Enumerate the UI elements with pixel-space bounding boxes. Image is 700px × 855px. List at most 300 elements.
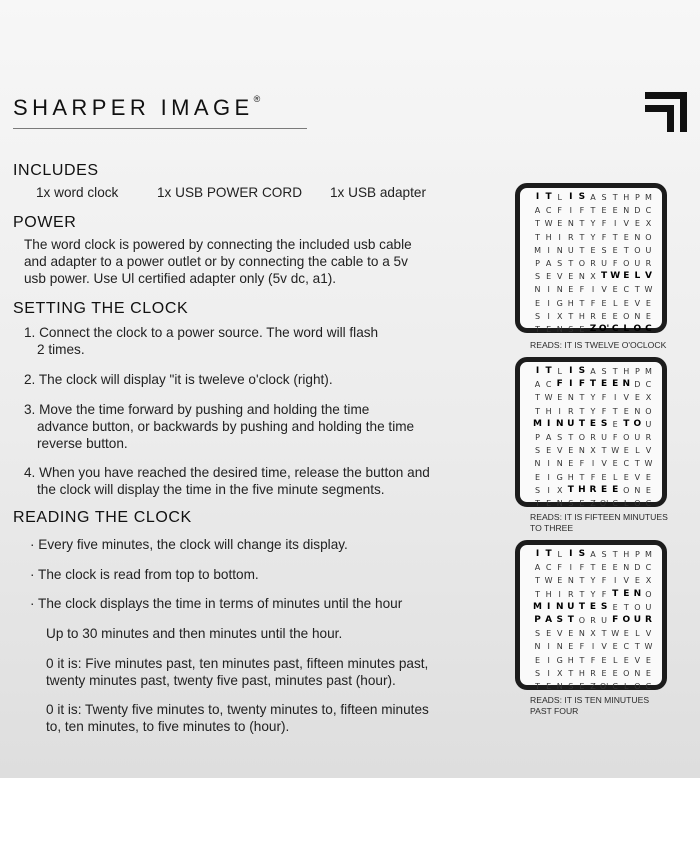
clock-letter: E <box>601 206 607 216</box>
clock-letter: E <box>645 655 651 665</box>
clock-letter: W <box>644 642 653 652</box>
clock-letter: T <box>601 446 607 456</box>
clock-letter: I <box>558 406 561 416</box>
clock-letter: P <box>534 615 541 626</box>
clock-letter: F <box>601 589 607 599</box>
clock-letter: C <box>612 682 618 692</box>
clock-letter: I <box>569 549 573 559</box>
clock-letter: E <box>645 472 651 482</box>
clock-letter: L <box>557 367 562 376</box>
clock-letter: N <box>623 563 630 573</box>
clock-letter: I <box>547 285 550 295</box>
setting-step-1-cont: 2 times. <box>37 342 85 357</box>
clock-letter: F <box>557 563 563 573</box>
clock-letter: T <box>579 245 585 255</box>
clock-letter: O <box>634 499 641 509</box>
clock-letter: A <box>545 615 553 626</box>
clock-letter: E <box>623 298 629 308</box>
reading-bullet: · Every five minutes, the clock will change its display. <box>30 537 348 552</box>
clock-letter: T <box>612 367 618 376</box>
clock-letter: O <box>623 668 630 678</box>
clock-letter: E <box>546 629 552 639</box>
clock-letter: T <box>567 484 574 495</box>
clock-letter: C <box>645 206 652 216</box>
clock-letter: E <box>623 446 629 456</box>
clock-letter: M <box>644 550 652 559</box>
clock-letter: E <box>645 668 651 678</box>
clock-letter: N <box>556 499 563 509</box>
clock-letter: T <box>612 193 618 202</box>
clock-letter: F <box>590 298 596 308</box>
clock-letter: C <box>545 206 552 216</box>
clock-letter: L <box>623 324 630 335</box>
clock-letter: H <box>567 298 574 308</box>
clock-letter: T <box>601 271 608 282</box>
clock-letter: E <box>645 298 651 308</box>
clock-letter: E <box>546 272 552 282</box>
clock-letter: I <box>535 192 540 202</box>
clock-letter: T <box>623 602 629 612</box>
clock-letter: E <box>568 642 574 652</box>
clock-letter: T <box>535 325 540 335</box>
clock-letter: I <box>591 642 595 652</box>
clock-letter: L <box>612 472 618 482</box>
clock-letter: L <box>624 682 629 692</box>
clock-letter: R <box>645 433 652 443</box>
clock-letter: E <box>590 245 596 255</box>
clock-letter: N <box>556 325 563 335</box>
clock-letter: N <box>578 446 585 456</box>
clock-letter: E <box>557 219 563 229</box>
clock-letter: L <box>634 271 641 282</box>
clock-letter: C <box>612 499 618 509</box>
letter-grid <box>532 548 654 693</box>
clock-letter: T <box>535 232 540 242</box>
clock-letter: L <box>624 499 629 509</box>
clock-letter: T <box>535 576 540 586</box>
clock-letter: T <box>579 219 585 229</box>
clock-letter: T <box>545 549 552 559</box>
clock-letter: E <box>623 588 630 599</box>
clock-letter: P <box>535 259 540 269</box>
clock-letter: N <box>534 642 541 652</box>
reading-text-line: to, ten minutes, to five minutes to (hour). <box>46 719 290 734</box>
brand-logo: SHARPER IMAGE® <box>13 94 261 120</box>
clock-letter: R <box>568 406 574 416</box>
clock-letter: S <box>557 433 563 443</box>
clock-letter: E <box>612 459 618 469</box>
clock-letter: T <box>634 459 640 469</box>
clock-letter: E <box>579 499 585 509</box>
clock-caption <box>530 340 690 351</box>
brand-divider <box>13 128 307 129</box>
setting-step-4-cont: the clock will display the time in the five minute segments. <box>37 482 385 497</box>
clock-letter: E <box>546 446 552 456</box>
letter-grid <box>532 191 654 336</box>
clock-letter: R <box>590 433 596 443</box>
clock-letter: V <box>645 446 652 456</box>
includes-heading: INCLUDES <box>13 162 99 179</box>
clock-letter: T <box>601 629 607 639</box>
clock-letter: F <box>578 379 585 390</box>
letter-grid <box>532 365 654 510</box>
clock-letter: O <box>578 433 586 443</box>
clock-letter: X <box>645 393 652 403</box>
clock-letter: F <box>601 219 607 229</box>
clock-letter: F <box>601 232 607 242</box>
clock-letter: T <box>612 406 618 416</box>
clock-letter: N <box>556 642 563 652</box>
setting-step-3: 3. Move the time forward by pushing and holding the time <box>24 402 370 417</box>
clock-letter: T <box>567 615 574 626</box>
clock-letter: U <box>567 245 574 255</box>
clock-letter: E <box>568 272 574 282</box>
clock-letter: V <box>634 298 641 308</box>
clock-letter: P <box>634 193 640 202</box>
clock-letter: T <box>535 393 540 403</box>
clock-letter: E <box>634 576 640 586</box>
clock-letter: F <box>612 615 619 626</box>
clock-letter: C <box>645 499 652 509</box>
clock-letter: H <box>578 311 585 321</box>
clock-letter: F <box>612 259 618 269</box>
clock-letter: W <box>611 629 620 639</box>
clock-letter: V <box>634 655 641 665</box>
clock-letter: X <box>590 446 596 456</box>
clock-letter: U <box>633 615 642 626</box>
clock-letter: S <box>568 325 574 335</box>
clock-letter: N <box>634 406 641 416</box>
clock-letter: G <box>556 472 563 482</box>
clock-letter: U <box>645 245 652 255</box>
clock-letter: T <box>623 245 629 255</box>
reading-text-line: 0 it is: Five minutes past, ten minutes past, fifteen minutes past, <box>46 656 429 671</box>
clock-letter: W <box>611 446 620 456</box>
clock-letter: O <box>623 311 630 321</box>
clock-letter: E <box>645 311 651 321</box>
clock-letter: O <box>634 682 641 692</box>
clock-letter: T <box>568 433 574 443</box>
caption-line: PAST FOUR <box>530 706 579 716</box>
clock-letter: V <box>601 642 607 652</box>
clock-letter: U <box>601 433 607 443</box>
clock-letter: C <box>645 682 652 692</box>
clock-letter: I <box>613 393 617 403</box>
clock-letter: E <box>601 311 607 321</box>
clock-letter: N <box>555 601 564 612</box>
clock-letter: V <box>634 472 641 482</box>
clock-letter: U <box>567 418 575 429</box>
clock-letter: W <box>544 393 553 403</box>
clock-letter: E <box>568 446 574 456</box>
clock-letter: Y <box>590 219 596 229</box>
reading-text-line: twenty minutes past, twenty five past, minutes past (hour). <box>46 673 396 688</box>
clock-letter: P <box>634 367 640 376</box>
clock-letter: A <box>590 367 596 376</box>
clock-letter: I <box>547 668 550 678</box>
clock-letter: V <box>623 393 629 403</box>
clock-letter: E <box>612 285 618 295</box>
clock-letter: E <box>623 472 629 482</box>
clock-letter: N <box>556 682 563 692</box>
clock-letter: E <box>568 285 574 295</box>
clock-letter: H <box>578 668 585 678</box>
clock-letter: T <box>579 393 585 403</box>
clock-letter: C <box>623 285 630 295</box>
clock-letter: M <box>533 601 543 612</box>
clock-letter: O <box>645 232 652 242</box>
clock-letter: V <box>623 219 629 229</box>
clock-letter: E <box>579 325 585 335</box>
clock-letter: I <box>546 418 551 429</box>
setting-step-2: 2. The clock will display "it is tweleve o'clock (right). <box>24 372 333 387</box>
word-clock-fifteen-to-three <box>515 357 667 507</box>
clock-letter: S <box>578 366 586 376</box>
clock-letter: I <box>547 485 550 495</box>
clock-letter: R <box>590 259 596 269</box>
clock-letter: V <box>645 629 652 639</box>
caption-line: READS: IT IS TEN MINUTUES <box>530 695 650 705</box>
clock-letter: I <box>569 379 573 390</box>
clock-letter: C <box>645 563 652 573</box>
clock-letter: S <box>600 418 608 429</box>
clock-letter: R <box>590 616 596 626</box>
clock-letter: S <box>601 550 607 559</box>
clock-letter: T <box>612 588 619 599</box>
clock-letter: E <box>557 576 563 586</box>
clock-letter: M <box>644 193 652 202</box>
power-text-line: usb power. Use Ul certified adapter only (5v dc, a1). <box>24 271 337 286</box>
clock-letter: E <box>535 655 541 665</box>
clock-letter: L <box>635 629 640 639</box>
clock-letter: Z <box>589 324 597 335</box>
clock-letter: T <box>579 655 585 665</box>
clock-letter: X <box>590 272 596 282</box>
clock-letter: W <box>610 271 621 282</box>
power-heading: POWER <box>13 214 77 231</box>
clock-letter: D <box>634 206 641 216</box>
clock-letter: O <box>645 406 652 416</box>
clock-letter: F <box>557 206 563 216</box>
clock-letter: R <box>568 589 574 599</box>
clock-letter: S <box>535 272 541 282</box>
clock-letter: E <box>634 393 640 403</box>
clock-letter: S <box>578 549 586 559</box>
clock-letter: T <box>612 232 618 242</box>
clock-letter: E <box>579 682 585 692</box>
clock-letter: E <box>612 602 618 612</box>
clock-letter: E <box>601 298 607 308</box>
power-text-line: The word clock is powered by connecting the included usb cable <box>24 237 412 252</box>
clock-letter: H <box>545 406 552 416</box>
clock-letter: U <box>645 602 652 612</box>
clock-letter: N <box>622 379 631 390</box>
clock-letter: C <box>623 642 630 652</box>
clock-letter: E <box>612 668 618 678</box>
clock-letter: E <box>601 668 607 678</box>
clock-letter: S <box>568 499 574 509</box>
clock-letter: S <box>535 446 541 456</box>
clock-letter: Y <box>590 406 596 416</box>
clock-letter: E <box>535 298 541 308</box>
clock-letter: F <box>579 206 585 216</box>
clock-letter: F <box>601 406 607 416</box>
setting-step-4: 4. When you have reached the desired time, release the button and <box>24 465 430 480</box>
clock-letter: S <box>535 629 541 639</box>
clock-letter: O' <box>599 682 609 692</box>
clock-letter: I <box>535 366 540 376</box>
clock-letter: T <box>612 550 618 559</box>
clock-letter: V <box>556 629 563 639</box>
clock-letter: I <box>613 576 617 586</box>
clock-letter: Y <box>590 232 596 242</box>
clock-letter: A <box>590 193 596 202</box>
clock-letter: E <box>634 219 640 229</box>
clock-letter: S <box>601 367 607 376</box>
clock-caption <box>530 512 690 534</box>
clock-letter: F <box>556 379 563 390</box>
clock-letter: T <box>634 285 640 295</box>
clock-letter: O <box>634 602 641 612</box>
clock-letter: C <box>645 380 652 390</box>
clock-letter: E <box>568 629 574 639</box>
clock-letter: N <box>555 418 564 429</box>
clock-letter: N <box>634 485 641 495</box>
clock-letter: S <box>568 682 574 692</box>
clock-letter: T <box>535 406 540 416</box>
clock-letter: E <box>557 393 563 403</box>
clock-letter: O <box>622 615 631 626</box>
clock-letter: E <box>546 499 552 509</box>
clock-letter: A <box>545 259 552 269</box>
clock-letter: N <box>534 285 541 295</box>
clock-letter: N <box>634 311 641 321</box>
clock-letter: U <box>634 433 641 443</box>
clock-letter: F <box>579 285 585 295</box>
clock-letter: V <box>556 272 563 282</box>
clock-letter: H <box>623 550 630 559</box>
clock-letter: U <box>601 616 607 626</box>
clock-letter: E <box>535 472 541 482</box>
caption-line: READS: IT IS TWELVE O'OCLOCK <box>530 340 667 350</box>
clock-letter: T <box>545 192 552 202</box>
clock-letter: Z <box>590 499 596 509</box>
clock-letter: H <box>545 232 552 242</box>
clock-letter: T <box>590 206 596 216</box>
clock-letter: W <box>644 285 653 295</box>
clock-letter: I <box>558 232 561 242</box>
clock-letter: M <box>533 418 543 429</box>
clock-letter: N <box>556 285 563 295</box>
clock-letter: O <box>578 616 586 626</box>
clock-letter: A <box>545 433 552 443</box>
clock-letter: V <box>601 285 607 295</box>
clock-letter: U <box>634 259 641 269</box>
clock-letter: H <box>567 655 574 665</box>
clock-letter: F <box>612 433 618 443</box>
clock-letter: R <box>590 668 596 678</box>
clock-letter: L <box>635 446 640 456</box>
clock-letter: E <box>612 379 619 390</box>
clock-letter: T <box>589 379 597 390</box>
clock-letter: R <box>644 615 652 626</box>
caption-line: TO THREE <box>530 523 574 533</box>
clock-letter: E <box>623 271 630 282</box>
clock-letter: I <box>547 245 550 255</box>
clock-letter: N <box>578 272 585 282</box>
clock-letter: U <box>645 419 652 429</box>
power-text-line: and adapter to a power outlet or by connecting the cable to a 5v <box>24 254 408 269</box>
reading-text-line: 0 it is: Twenty five minutes to, twenty minutes to, fifteen minutes <box>46 702 429 717</box>
clock-letter: V <box>556 446 563 456</box>
clock-letter: H <box>578 484 586 495</box>
clock-letter: I <box>547 655 550 665</box>
clock-letter: L <box>557 550 562 559</box>
clock-letter: T <box>579 232 585 242</box>
clock-letter: I <box>547 459 550 469</box>
caption-line: READS: IT IS FIFTEEN MINUTUES <box>530 512 668 522</box>
clock-letter: Z <box>590 682 596 692</box>
clock-letter: N <box>634 668 641 678</box>
clock-letter: F <box>601 576 607 586</box>
clock-letter: F <box>590 472 596 482</box>
clock-letter: F <box>601 393 607 403</box>
clock-letter: Y <box>590 393 596 403</box>
clock-letter: I <box>558 589 561 599</box>
setting-step-1: 1. Connect the clock to a power source. The word will flash <box>24 325 379 340</box>
clock-letter: C <box>623 459 630 469</box>
clock-letter: R <box>589 484 597 495</box>
clock-letter: A <box>534 380 541 390</box>
clock-letter: Y <box>590 589 596 599</box>
clock-letter: C <box>611 324 619 335</box>
clock-letter: T <box>545 366 552 376</box>
clock-letter: T <box>535 219 540 229</box>
clock-letter: I <box>547 311 550 321</box>
clock-letter: V <box>623 576 629 586</box>
clock-letter: I <box>535 549 540 559</box>
clock-letter: G <box>556 298 563 308</box>
clock-letter: A <box>534 563 541 573</box>
clock-letter: W <box>544 219 553 229</box>
clock-letter: H <box>567 472 574 482</box>
clock-letter: X <box>556 668 563 678</box>
clock-letter: C <box>545 380 552 390</box>
clock-letter: N <box>556 459 563 469</box>
setting-heading: SETTING THE CLOCK <box>13 300 189 317</box>
includes-item-word-clock: 1x word clock <box>36 185 119 200</box>
clock-letter: E <box>612 245 618 255</box>
clock-letter: O <box>623 259 630 269</box>
clock-letter: N <box>634 232 641 242</box>
clock-letter: T <box>579 576 585 586</box>
clock-letter: T <box>568 311 574 321</box>
clock-letter: D <box>634 380 641 390</box>
clock-letter: O <box>623 433 630 443</box>
clock-letter: N <box>578 629 585 639</box>
clock-letter: F <box>590 655 596 665</box>
word-clock-twelve <box>515 183 667 333</box>
clock-letter: E <box>623 406 629 416</box>
clock-letter: I <box>613 219 617 229</box>
clock-letter: V <box>644 271 652 282</box>
clock-letter: L <box>612 655 618 665</box>
clock-letter: X <box>590 629 596 639</box>
clock-letter: T <box>579 406 585 416</box>
clock-letter: H <box>545 589 552 599</box>
clock-letter: H <box>623 367 630 376</box>
clock-letter: T <box>535 682 540 692</box>
